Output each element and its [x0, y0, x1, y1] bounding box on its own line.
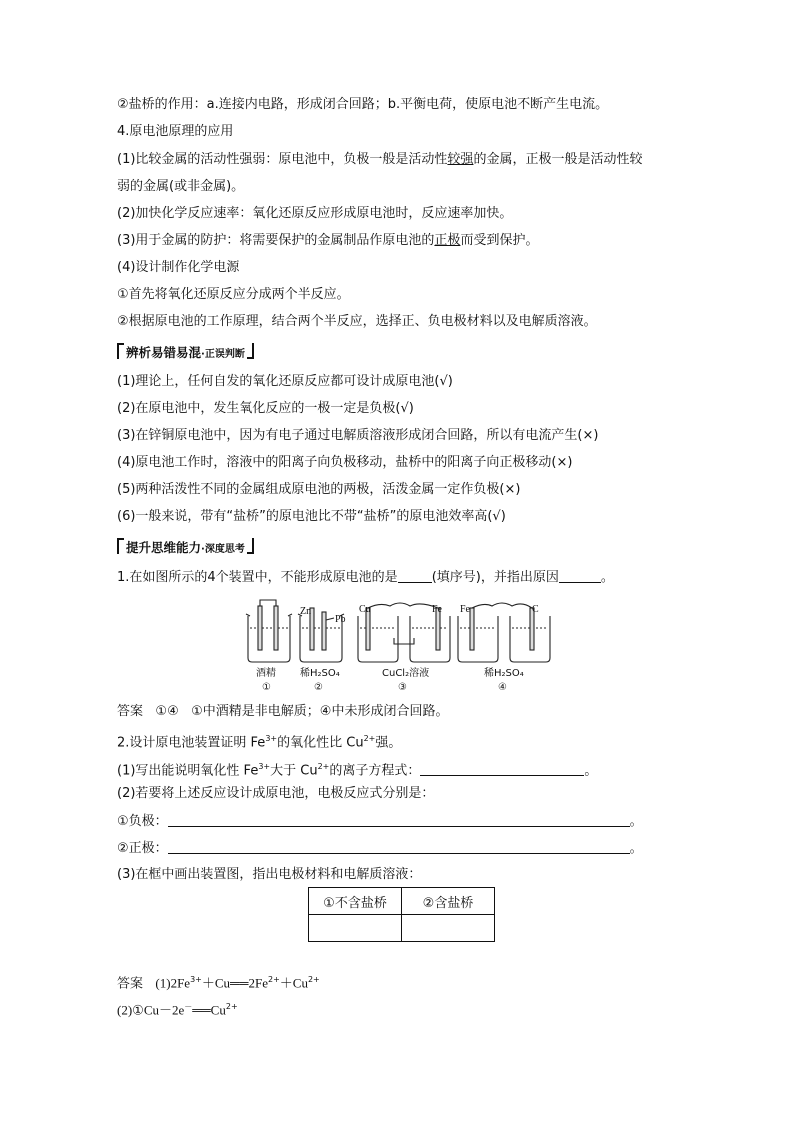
- answer-blank[interactable]: [559, 568, 601, 583]
- negative-electrode-line: ①负极： 。: [117, 814, 643, 829]
- step-2: ②根据原电池的工作原理，结合两个半反应，选择正、负电极材料以及电解质溶液。: [117, 314, 597, 329]
- question-2: 2.设计原电池装置证明 $Fe^{3+}$的氧化性比 $Cu^{2+}$强。: [117, 734, 402, 751]
- app-3-line: (3)用于金属的防护：将需要保护的金属制品作原电池的正极而受到保护。: [117, 233, 539, 248]
- label-fe: Fe: [432, 604, 442, 615]
- drawing-table: [308, 887, 495, 942]
- app-2: (2)加快化学反应速率：氧化还原反应形成原电池时，反应速率加快。: [117, 206, 513, 221]
- judge-item: (3)在锌铜原电池中，因为有电子通过电解质溶液形成闭合回路，所以有电流产生(×): [117, 428, 599, 443]
- answer-2-eq1: 答案 $(1)2Fe^{3+}+Cu══2Fe^{2+}+Cu^{2+}$: [117, 975, 320, 992]
- answer-1: 答案 ①④ ①中酒精是非电解质；④中未形成闭合回路。: [117, 704, 449, 719]
- label-pb: Pb: [335, 614, 346, 625]
- solution-label: 酒精: [256, 668, 276, 679]
- section-header-think: 提升思维能力·深度思考: [117, 538, 254, 559]
- device-number: ③: [398, 682, 407, 693]
- device-number: ④: [498, 682, 507, 693]
- galvanic-cells-figure: [240, 598, 560, 694]
- judge-item: (4)原电池工作时，溶液中的阳离子向负极移动，盐桥中的阳离子向正极移动(×): [117, 455, 573, 470]
- answer-blank[interactable]: [398, 568, 432, 583]
- section-header-judge: 辨析易错易混·正误判断: [117, 343, 254, 364]
- heading-applications: 4.原电池原理的应用: [117, 124, 234, 139]
- answer-2-eq2: $(2)①Cu-2e^-══Cu^{2+}$: [117, 1002, 238, 1018]
- beaker: [410, 616, 450, 662]
- device-number: ②: [314, 682, 323, 693]
- app-1-cont: 弱的金属(或非金属)。: [117, 179, 245, 194]
- underlined-word: 较强: [447, 152, 474, 167]
- judge-item: (2)在原电池中，发生氧化反应的一极一定是负极(√): [117, 401, 414, 416]
- solution-label: 稀H₂SO₄: [300, 668, 340, 679]
- judge-item: (5)两种活泼性不同的金属组成原电池的两极，活泼金属一定作负极(×): [117, 482, 521, 497]
- positive-electrode-blank[interactable]: [168, 839, 630, 854]
- positive-electrode-line: ②正极： 。: [117, 841, 643, 856]
- app-4: (4)设计制作化学电源: [117, 260, 240, 275]
- label-fe: Fe: [460, 604, 470, 615]
- question-1: 1.在如图所示的4个装置中，不能形成原电池的是 (填序号)，并指出原因 。: [117, 570, 614, 585]
- salt-bridge-role: ②盐桥的作用：a.连接内电路，形成闭合回路；b.平衡电荷，使原电池不断产生电流。: [117, 97, 609, 112]
- beaker: [248, 616, 290, 662]
- label-cu: Cu: [359, 604, 371, 615]
- table-header-no-bridge: ①不含盐桥: [309, 888, 402, 915]
- beaker: [358, 616, 398, 662]
- judge-item: (1)理论上，任何自发的氧化还原反应都可设计成原电池(√): [117, 374, 453, 389]
- equation-blank[interactable]: [420, 761, 584, 776]
- question-2-part-1: (1)写出能说明氧化性 $Fe^{3+}$大于 $Cu^{2+}$的离子方程式： 。: [117, 762, 598, 779]
- table-header-with-bridge: ②含盐桥: [402, 888, 495, 915]
- step-1: ①首先将氧化还原反应分成两个半反应。: [117, 287, 350, 302]
- label-zn: Zn: [300, 606, 312, 617]
- app-1-line: (1)比较金属的活动性强弱：原电池中，负极一般是活动性较强的金属，正极一般是活动性较: [117, 152, 643, 167]
- label-c: C: [532, 604, 539, 615]
- drawing-area[interactable]: [402, 915, 495, 942]
- question-2-part-3: (3)在框中画出装置图，指出电极材料和电解质溶液：: [117, 867, 422, 882]
- drawing-area[interactable]: [309, 915, 402, 942]
- solution-label: CuCl₂溶液: [382, 668, 430, 679]
- beaker: [458, 616, 498, 662]
- judge-item: (6)一般来说，带有“盐桥”的原电池比不带“盐桥”的原电池效率高(√): [117, 509, 506, 524]
- device-number: ①: [262, 682, 271, 693]
- underlined-word: 正极: [434, 233, 461, 248]
- negative-electrode-blank[interactable]: [168, 812, 630, 827]
- question-2-part-2: (2)若要将上述反应设计成原电池，电极反应式分别是：: [117, 786, 435, 801]
- solution-label: 稀H₂SO₄: [484, 668, 524, 679]
